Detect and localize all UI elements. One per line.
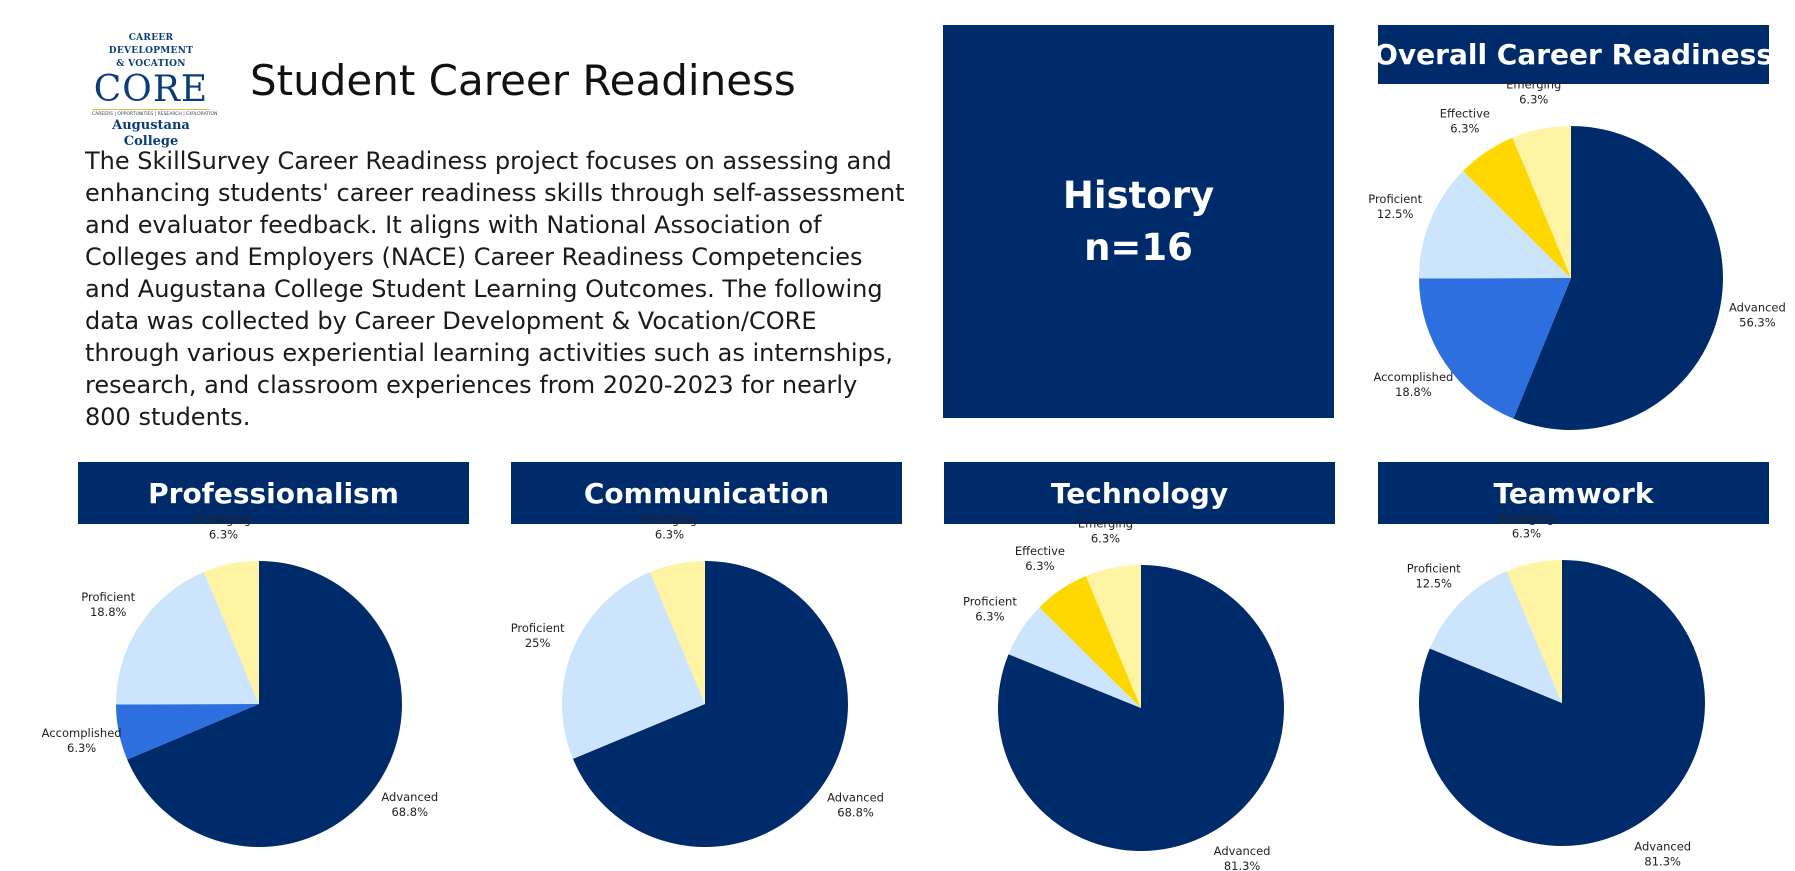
chart-title-communication: Communication xyxy=(511,462,902,524)
professionalism-label-accomplished: Accomplished 6.3% xyxy=(41,726,122,756)
overall-career-readiness-label-advanced: Advanced 56.3% xyxy=(1729,300,1786,330)
professionalism-label-proficient: Proficient 18.8% xyxy=(81,589,136,619)
teamwork-label-proficient: Proficient 12.5% xyxy=(1406,561,1461,591)
summary-count: n=16 xyxy=(1084,225,1193,269)
teamwork-label-advanced: Advanced 81.3% xyxy=(1634,839,1692,869)
logo-college-name: Augustana College xyxy=(112,118,190,149)
overall-career-readiness-label-accomplished: Accomplished 18.8% xyxy=(1373,370,1454,400)
overall-career-readiness-label-emerging: Emerging 6.3% xyxy=(1506,77,1562,107)
technology-label-effective: Effective 6.3% xyxy=(1014,543,1066,573)
technology-label-emerging: Emerging 6.3% xyxy=(1077,516,1134,546)
logo-core-wordmark: CORE xyxy=(93,69,209,110)
chart-title-professionalism: Professionalism xyxy=(78,462,469,524)
chart-title-teamwork: Teamwork xyxy=(1378,462,1769,524)
teamwork-label-emerging: Emerging 6.3% xyxy=(1498,511,1555,541)
logo-line-1: CAREER DEVELOPMENT & VOCATION xyxy=(108,33,194,69)
technology-label-advanced: Advanced 81.3% xyxy=(1213,844,1271,871)
overall-career-readiness-label-effective: Effective 6.3% xyxy=(1439,106,1490,136)
communication-label-advanced: Advanced 68.8% xyxy=(827,790,884,820)
overall-career-readiness-label-proficient: Proficient 12.5% xyxy=(1368,191,1423,221)
summary-department: History xyxy=(1062,173,1215,217)
chart-title-overall: Overall Career Readiness xyxy=(1378,25,1769,84)
communication-label-emerging: Emerging 6.3% xyxy=(641,512,698,542)
professionalism-label-emerging: Emerging 6.3% xyxy=(195,512,252,542)
chart-title-technology: Technology xyxy=(944,462,1335,524)
communication-label-proficient: Proficient 25% xyxy=(510,621,565,651)
professionalism-label-advanced: Advanced 68.8% xyxy=(381,790,439,820)
page-title: Student Career Readiness xyxy=(250,56,796,105)
technology-label-proficient: Proficient 6.3% xyxy=(962,594,1017,624)
project-description: The SkillSurvey Career Readiness project focuses on assessing and enhancing students' career readiness skills through self-assessment and evaluator feedback. It aligns with National Association of Colleges and Employers (NACE) Career Readiness Competencies and Augustana College Student Learning Outcomes. The following data was collected by Career Development & Vocation/CORE through various experiential learning activities such as internships, research, and classroom experiences from 2020-2023 for nearly 800 students. xyxy=(85,147,905,431)
logo-tagline: CAREERS | OPPORTUNITIES | RESEARCH | EXPLORATION xyxy=(92,109,210,118)
